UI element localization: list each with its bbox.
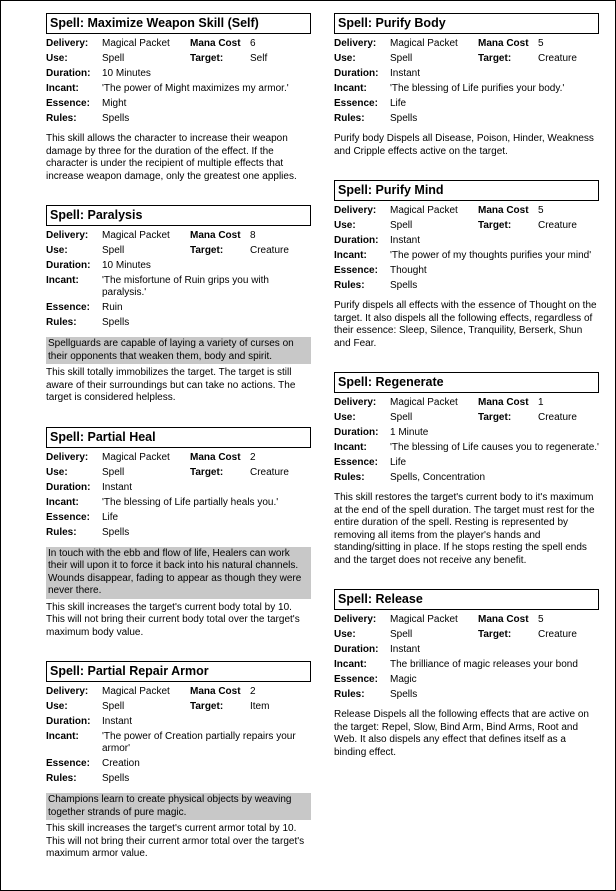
incant-value: 'The power of Might maximizes my armor.' (102, 83, 289, 94)
incant-value: 'The blessing of Life causes you to regenerate.' (390, 442, 599, 453)
target-value: Creature (250, 245, 289, 256)
spell-title: Spell: Regenerate (334, 372, 599, 393)
rules-label: Rules: (334, 280, 365, 291)
spell-description: This skill allows the character to increase their weapon damage by three for the duration of the effect. If the character is under the recipient of multiple effects that increase weapon damage, only the greatest one applies. (46, 133, 297, 182)
incant-label: Incant: (46, 731, 79, 742)
rules-value: Spells (390, 113, 418, 124)
spell-title: Spell: Maximize Weapon Skill (Self) (46, 13, 311, 34)
spell-fields (46, 38, 311, 128)
spell-card-release (334, 589, 599, 759)
mana-cost-label: Mana Cost (478, 614, 529, 625)
rules-value: Spells (102, 113, 130, 124)
rules-value: Spells (390, 689, 418, 700)
delivery-value: Magical Packet (102, 230, 170, 241)
spell-fields (334, 38, 599, 128)
duration-value: Instant (390, 68, 421, 79)
essence-value: Life (390, 98, 407, 109)
essence-label: Essence: (334, 674, 378, 685)
target-value: Creature (538, 220, 577, 231)
duration-label: Duration: (46, 481, 91, 493)
essence-label: Essence: (46, 98, 90, 109)
rules-label: Rules: (334, 689, 365, 700)
incant-value: 'The misfortune of Ruin grips you with paralysis.' (102, 275, 269, 298)
use-value: Spell (390, 412, 413, 423)
delivery-value: Magical Packet (102, 451, 170, 463)
use-value: Spell (102, 245, 125, 256)
target-label: Target: (190, 466, 224, 478)
essence-label: Essence: (334, 265, 378, 276)
use-label: Use: (334, 412, 356, 423)
mana-cost-value: 5 (538, 205, 544, 216)
rules-value: Spells (102, 773, 130, 784)
spell-card-paralysis (46, 205, 311, 405)
left-column (46, 13, 311, 883)
use-value: Spell (390, 53, 413, 64)
essence-label: Essence: (46, 302, 90, 313)
target-value: Creature (538, 412, 577, 423)
use-value: Spell (102, 466, 125, 478)
spell-description: This skill totally immobilizes the target. The target is still aware of their surroundings but can take no actions. The target is considered helpless. (46, 367, 296, 403)
spell-description: This skill restores the target's current body to it's maximum at the end of the spell duration. The target must rest for the entire duration of the spell. Resting is represented by removing all items from the player's hands and standing/sitting in place. If he stops resting the spell ends and the target does not receive any benefit. (334, 492, 595, 566)
rules-value: Spells (390, 280, 418, 291)
incant-label: Incant: (46, 496, 79, 508)
spell-title: Spell: Paralysis (46, 205, 311, 226)
delivery-value: Magical Packet (102, 686, 170, 697)
essence-label: Essence: (334, 457, 378, 468)
target-label: Target: (478, 53, 512, 64)
spell-flavor-text: Spellguards are capable of laying a variety of curses on their opponents that weaken them, body and spirit. (46, 337, 311, 364)
delivery-label: Delivery: (334, 614, 377, 625)
duration-label: Duration: (46, 260, 91, 271)
mana-cost-label: Mana Cost (478, 397, 529, 408)
delivery-label: Delivery: (334, 38, 377, 49)
target-label: Target: (190, 701, 224, 712)
mana-cost-label: Mana Cost (190, 38, 241, 49)
target-label: Target: (190, 245, 224, 256)
spell-flavor-text: In touch with the ebb and flow of life, Healers can work their will upon it to force it back into his natural channels. Wounds disappear, fading to appear as though they were never there. (46, 547, 311, 599)
incant-label: Incant: (46, 83, 79, 94)
rules-label: Rules: (46, 317, 77, 328)
target-label: Target: (478, 412, 512, 423)
spell-title: Spell: Partial Repair Armor (46, 661, 311, 682)
mana-cost-label: Mana Cost (190, 230, 241, 241)
mana-cost-value: 2 (250, 451, 256, 463)
mana-cost-label: Mana Cost (190, 686, 241, 697)
delivery-value: Magical Packet (390, 397, 458, 408)
duration-label: Duration: (334, 644, 379, 655)
spell-description: Purify dispels all effects with the essence of Thought on the target. It also dispels all the following effects, regardless of their essence: Sleep, Silence, Tranquility, Berserk, Shun and Fear. (334, 300, 597, 349)
spell-title: Spell: Purify Mind (334, 180, 599, 201)
use-label: Use: (46, 245, 68, 256)
use-value: Spell (102, 53, 125, 64)
essence-value: Creation (102, 758, 140, 769)
spell-description: This skill increases the target's current armor total by 10. This will not bring their current armor total over the target's maximum armor value. (46, 823, 305, 859)
target-value: Self (250, 53, 268, 64)
rules-label: Rules: (46, 526, 77, 538)
essence-value: Life (390, 457, 407, 468)
duration-label: Duration: (334, 427, 379, 438)
delivery-value: Magical Packet (390, 38, 458, 49)
use-label: Use: (46, 466, 68, 478)
spell-card-regenerate (334, 372, 599, 567)
delivery-value: Magical Packet (390, 614, 458, 625)
spell-fields (46, 686, 311, 788)
use-value: Spell (390, 220, 413, 231)
mana-cost-label: Mana Cost (478, 38, 529, 49)
use-value: Spell (102, 701, 125, 712)
spell-fields (334, 614, 599, 704)
rules-label: Rules: (334, 472, 365, 483)
incant-label: Incant: (334, 659, 367, 670)
spell-fields (334, 205, 599, 295)
rules-label: Rules: (334, 113, 365, 124)
target-value: Creature (250, 466, 289, 478)
essence-label: Essence: (46, 758, 90, 769)
duration-label: Duration: (334, 68, 379, 79)
incant-value: 'The power of my thoughts purifies your mind' (390, 250, 592, 261)
mana-cost-label: Mana Cost (478, 205, 529, 216)
delivery-label: Delivery: (46, 451, 89, 463)
mana-cost-value: 1 (538, 397, 544, 408)
duration-value: Instant (102, 716, 133, 727)
incant-value: 'The blessing of Life purifies your body.' (390, 83, 565, 94)
duration-value: 10 Minutes (102, 260, 151, 271)
target-value: Creature (538, 629, 577, 640)
duration-value: Instant (102, 481, 133, 493)
rules-label: Rules: (46, 113, 77, 124)
duration-label: Duration: (46, 716, 91, 727)
spell-description: This skill increases the target's current body total by 10. This will not bring their current body total over the target's maximum body value. (46, 601, 300, 638)
incant-value: 'The blessing of Life partially heals you.' (102, 496, 279, 508)
use-value: Spell (390, 629, 413, 640)
duration-value: 1 Minute (390, 427, 429, 438)
target-label: Target: (478, 629, 512, 640)
spell-card-purify-body (334, 13, 599, 158)
rules-value: Spells, Concentration (390, 472, 486, 483)
incant-value: The brilliance of magic releases your bond (390, 659, 578, 670)
incant-label: Incant: (334, 83, 367, 94)
essence-value: Thought (390, 265, 427, 276)
essence-value: Might (102, 98, 127, 109)
spell-title: Spell: Release (334, 589, 599, 610)
duration-label: Duration: (334, 235, 379, 246)
mana-cost-value: 2 (250, 686, 256, 697)
use-label: Use: (334, 53, 356, 64)
target-label: Target: (190, 53, 224, 64)
delivery-label: Delivery: (334, 397, 377, 408)
mana-cost-label: Mana Cost (190, 451, 241, 463)
mana-cost-value: 6 (250, 38, 256, 49)
essence-value: Ruin (102, 302, 123, 313)
right-column (334, 13, 599, 781)
use-label: Use: (46, 53, 68, 64)
spell-flavor-text: Champions learn to create physical objects by weaving together strands of pure magic. (46, 793, 311, 820)
duration-value: Instant (390, 235, 421, 246)
essence-value: Magic (390, 674, 417, 685)
target-value: Creature (538, 53, 577, 64)
target-value: Item (250, 701, 270, 712)
use-label: Use: (334, 629, 356, 640)
use-label: Use: (334, 220, 356, 231)
mana-cost-value: 8 (250, 230, 256, 241)
delivery-label: Delivery: (334, 205, 377, 216)
delivery-value: Magical Packet (390, 205, 458, 216)
duration-label: Duration: (46, 68, 91, 79)
incant-label: Incant: (334, 442, 367, 453)
delivery-label: Delivery: (46, 686, 89, 697)
duration-value: Instant (390, 644, 421, 655)
spell-fields (46, 230, 311, 332)
delivery-label: Delivery: (46, 230, 89, 241)
spell-title: Spell: Purify Body (334, 13, 599, 34)
essence-label: Essence: (46, 511, 90, 523)
spell-card-partial-heal (46, 427, 311, 640)
spell-title: Spell: Partial Heal (46, 427, 311, 448)
spell-description: Purify body Dispels all Disease, Poison, Hinder, Weakness and Cripple effects active on the target. (334, 133, 594, 157)
spell-card-partial-repair-armor (46, 661, 311, 861)
mana-cost-value: 5 (538, 614, 544, 625)
incant-label: Incant: (334, 250, 367, 261)
rules-label: Rules: (46, 773, 77, 784)
spell-card-purify-mind (334, 180, 599, 350)
use-label: Use: (46, 701, 68, 712)
incant-value: 'The power of Creation partially repairs your armor' (102, 731, 296, 754)
delivery-label: Delivery: (46, 38, 89, 49)
spell-description: Release Dispels all the following effects that are active on the target: Repel, Slow, Bind Arm, Bind Arms, Root and Web. It also dispels any effect that defines itself as a binding effect. (334, 709, 589, 758)
delivery-value: Magical Packet (102, 38, 170, 49)
spell-fields (334, 397, 599, 487)
rules-value: Spells (102, 526, 130, 538)
target-label: Target: (478, 220, 512, 231)
essence-label: Essence: (334, 98, 378, 109)
rules-value: Spells (102, 317, 130, 328)
duration-value: 10 Minutes (102, 68, 151, 79)
essence-value: Life (102, 511, 119, 523)
spell-card-maximize-weapon-skill (46, 13, 311, 183)
spell-fields (46, 452, 311, 542)
incant-label: Incant: (46, 275, 79, 286)
mana-cost-value: 5 (538, 38, 544, 49)
